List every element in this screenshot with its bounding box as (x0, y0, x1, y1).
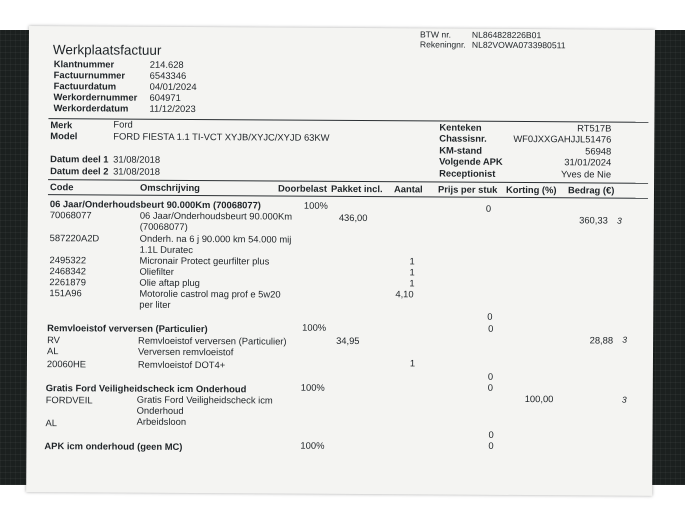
table-row-btw-code: 3 (617, 215, 622, 226)
section-doorbelast: 100% (302, 321, 327, 333)
table-row-aantal: 1 (409, 357, 416, 369)
table-row-desc: Verversen remvloeistof (137, 345, 234, 358)
datum-deel2-label: Datum deel 2 (50, 165, 109, 177)
factuurnummer-label: Factuurnummer (53, 69, 126, 81)
column-header-code: Code (49, 181, 74, 193)
kmstand-label: KM-stand (439, 144, 483, 156)
rekening-value: NL82VOWA0733980511 (471, 39, 566, 51)
page-title: Werkplaatsfactuur (52, 42, 162, 58)
merk-value: Ford (113, 118, 133, 130)
btw-value: NL864828226B01 (471, 29, 542, 41)
table-row-code: 2495322 (49, 254, 87, 266)
table-row-desc: Remvloeistof DOT4+ (137, 358, 226, 371)
table-row-desc: Motorolie castrol mag prof e 5w20 (139, 287, 281, 300)
table-row-desc: Oliefilter (139, 265, 174, 277)
datum-deel1-value: 31/08/2018 (113, 153, 161, 165)
receptionist-label: Receptionist (439, 167, 496, 179)
section-title: Remvloeistof verversen (Particulier) (47, 322, 208, 335)
werkordernummer-label: Werkordernummer (53, 91, 138, 103)
table-row-btw-code: 3 (622, 334, 628, 345)
volgende-apk-value: 31/01/2024 (564, 156, 612, 168)
klantnummer-label: Klantnummer (53, 58, 115, 70)
werkorderdatum-label: Werkorderdatum (53, 102, 129, 114)
table-row-desc-cont: per liter (139, 298, 171, 310)
column-header-bedrag: Bedrag (€) (567, 184, 615, 196)
datum-deel1-label: Datum deel 1 (50, 153, 109, 165)
table-row-desc-cont: (70068077) (139, 220, 188, 232)
table-row-desc: 06 Jaar/Onderhoudsbeurt 90.000Km (139, 209, 293, 222)
receptionist-value: Yves de Nie (561, 168, 612, 180)
table-row-aantal: 1 (409, 266, 415, 278)
rekening-label: Rekeningnr. (419, 39, 466, 50)
section-title: APK icm onderhoud (geen MC) (44, 440, 183, 452)
section-doorbelast: 100% (303, 199, 328, 211)
table-row-code: FORDVEIL (45, 394, 93, 406)
werkorderdatum-value: 11/12/2023 (149, 102, 196, 115)
table-row-desc: Olie aftap plug (139, 276, 200, 289)
section-prijs: 0 (487, 381, 494, 393)
section-doorbelast: 100% (300, 381, 325, 393)
table-row-code: 151A96 (49, 287, 82, 299)
table-row-code: AL (45, 417, 58, 429)
table-row-desc-cont: Onderhoud (136, 404, 184, 416)
kenteken-value: RT517B (577, 122, 612, 134)
section-prijs: 0 (488, 439, 494, 451)
section-doorbelast: 100% (300, 439, 325, 451)
table-row-aantal: 1 (409, 255, 415, 267)
table-row-btw-code: 3 (621, 394, 627, 405)
table-row-aantal: 1 (409, 277, 415, 289)
factuurdatum-value: 04/01/2024 (149, 80, 197, 93)
volgende-apk-label: Volgende APK (439, 155, 503, 167)
section-end-prijs: 0 (488, 428, 494, 440)
column-header-prijs: Prijs per stuk (437, 183, 498, 195)
kmstand-value: 56948 (585, 145, 612, 157)
divider (48, 118, 648, 123)
chassisnr-value: WF0JXXGAHJJL51476 (513, 132, 612, 145)
column-header-omschrijving: Omschrijving (139, 181, 200, 194)
table-row-code: AL (46, 345, 59, 357)
section-prijs: 0 (488, 322, 494, 334)
table-row-korting: 100,00 (524, 393, 554, 405)
table-row-pakket: 436,00 (338, 211, 368, 224)
table-row-desc: Gratis Ford Veiligheidscheck icm (136, 393, 273, 406)
btw-label: BTW nr. (419, 29, 452, 40)
table-row-code: 70068077 (49, 209, 92, 221)
werkordernummer-value: 604971 (149, 91, 181, 103)
table-row-aantal: 4,10 (395, 288, 414, 300)
column-header-doorbelast: Doorbelast (277, 182, 328, 194)
chassisnr-label: Chassisnr. (439, 132, 487, 144)
table-row-desc: Micronair Protect geurfilter plus (139, 254, 270, 267)
table-row-code: 587220A2D (49, 232, 100, 244)
table-row-bedrag: 28,88 (589, 334, 614, 346)
section-end-prijs: 0 (487, 370, 494, 382)
table-row-desc-cont: 1.1L Duratec (139, 243, 194, 256)
table-row-code: 20060HE (46, 358, 87, 370)
table-row-code: RV (47, 334, 60, 346)
table-row-code: 2468342 (49, 265, 87, 277)
column-header-aantal: Aantal (393, 183, 423, 195)
table-row-bedrag: 360,33 (579, 214, 608, 226)
model-value: FORD FIESTA 1.1 TI-VCT XYJB/XYJC/XYJD 63KW (113, 130, 330, 143)
table-row-desc: Arbeidsloon (136, 415, 187, 427)
kenteken-label: Kenteken (439, 121, 482, 133)
column-header-korting: Korting (%) (505, 183, 557, 196)
section-end-prijs: 0 (487, 310, 493, 322)
table-row-desc: Remvloeistof verversen (Particulier) (138, 334, 287, 347)
model-label: Model (50, 130, 78, 142)
table-row-pakket: 34,95 (336, 334, 360, 347)
klantnummer-value: 214.628 (149, 58, 184, 70)
merk-label: Merk (50, 119, 73, 131)
section-prijs: 0 (485, 202, 492, 214)
factuurnummer-value: 6543346 (149, 69, 187, 81)
datum-deel2-value: 31/08/2018 (113, 165, 161, 177)
invoice-document (26, 26, 655, 496)
section-title: 06 Jaar/Onderhoudsbeurt 90.000Km (70068077) (49, 198, 261, 211)
table-row-desc: Onderh. na 6 j 90.000 km 54.000 mij (139, 232, 292, 245)
section-title: Gratis Ford Veiligheidscheck icm Onderhoud (45, 382, 247, 395)
column-header-pakket: Pakket incl. (330, 182, 383, 195)
table-row-code: 2261879 (49, 276, 86, 288)
factuurdatum-label: Factuurdatum (53, 80, 117, 92)
